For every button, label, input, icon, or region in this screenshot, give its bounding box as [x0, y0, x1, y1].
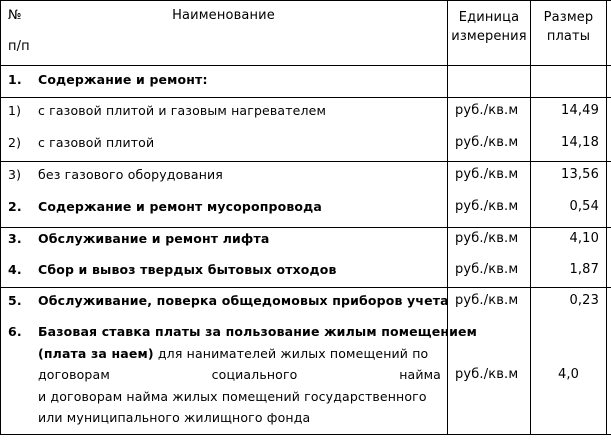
row-unit: руб./кв.м	[455, 293, 519, 308]
row-name: с газовой плитой и газовым нагревателем	[38, 103, 327, 118]
header-unit-label: Единица	[458, 10, 520, 25]
row-unit: руб./кв.м	[455, 231, 519, 246]
row-name: Содержание и ремонт мусоропровода	[38, 199, 323, 214]
row-name-line-3: договорам социального найма	[38, 367, 441, 382]
header-fee-label-2: платы	[546, 29, 591, 44]
row-name-line-5: или муниципального жилищного фонда	[38, 410, 311, 425]
row-name: с газовой плитой	[38, 135, 155, 150]
row-divider	[0, 287, 611, 288]
row-name-bold-line-2: (плата за наем)	[38, 346, 154, 361]
row-number: 3)	[8, 167, 22, 182]
column-divider	[447, 0, 448, 435]
row-name: Обслуживание и ремонт лифта	[38, 231, 270, 246]
table-border-bottom	[0, 434, 611, 435]
row-number: 1.	[8, 72, 22, 87]
row-number: 2.	[8, 199, 22, 214]
row-fee: 4,0	[557, 367, 580, 382]
header-fee-label: Размер	[543, 10, 594, 25]
row-name-bold-line-1: Базовая ставка платы за пользование жилым помещением	[38, 324, 478, 339]
row-fee: 0,54	[569, 199, 599, 214]
row-divider	[0, 161, 611, 162]
row-name: Содержание и ремонт:	[38, 72, 208, 87]
header-name-label: Наименование	[172, 8, 275, 23]
table-border-left	[0, 0, 1, 435]
table-border-top	[0, 0, 611, 1]
row-name: Сбор и вывоз твердых бытовых отходов	[38, 262, 337, 277]
header-number-label: №	[8, 8, 22, 23]
row-divider	[0, 227, 611, 228]
row-unit: руб./кв.м	[455, 103, 519, 118]
row-number: 6.	[8, 324, 22, 339]
row-number: 1)	[8, 103, 22, 118]
row-fee: 1,87	[569, 262, 599, 277]
row-name-line-4: и договорам найма жилых помещений государственного	[38, 389, 427, 404]
row-name: без газового оборудования	[38, 167, 223, 182]
row-divider	[0, 97, 611, 98]
row-unit: руб./кв.м	[455, 262, 519, 277]
row-unit: руб./кв.м	[455, 367, 519, 382]
row-number: 3.	[8, 231, 22, 246]
row-name-line-2	[38, 346, 428, 362]
row-name: Обслуживание, поверка общедомовых приборов учета	[38, 293, 449, 308]
row-number: 5.	[8, 293, 22, 308]
row-unit: руб./кв.м	[455, 167, 519, 182]
table-border-right	[606, 0, 607, 435]
header-bottom-border	[0, 65, 611, 66]
row-number: 4.	[8, 262, 22, 277]
row-name-rest-line-2: для нанимателей жилых помещений по	[157, 346, 429, 361]
header-unit-label-2: измерения	[451, 29, 527, 44]
row-fee: 13,56	[561, 167, 599, 182]
row-number: 2)	[8, 135, 22, 150]
row-fee: 0,23	[569, 293, 599, 308]
row-fee: 14,49	[561, 103, 599, 118]
header-number-sublabel: п/п	[8, 39, 30, 54]
row-fee: 14,18	[561, 135, 599, 150]
row-unit: руб./кв.м	[455, 135, 519, 150]
row-unit: руб./кв.м	[455, 199, 519, 214]
row-fee: 4,10	[569, 231, 599, 246]
